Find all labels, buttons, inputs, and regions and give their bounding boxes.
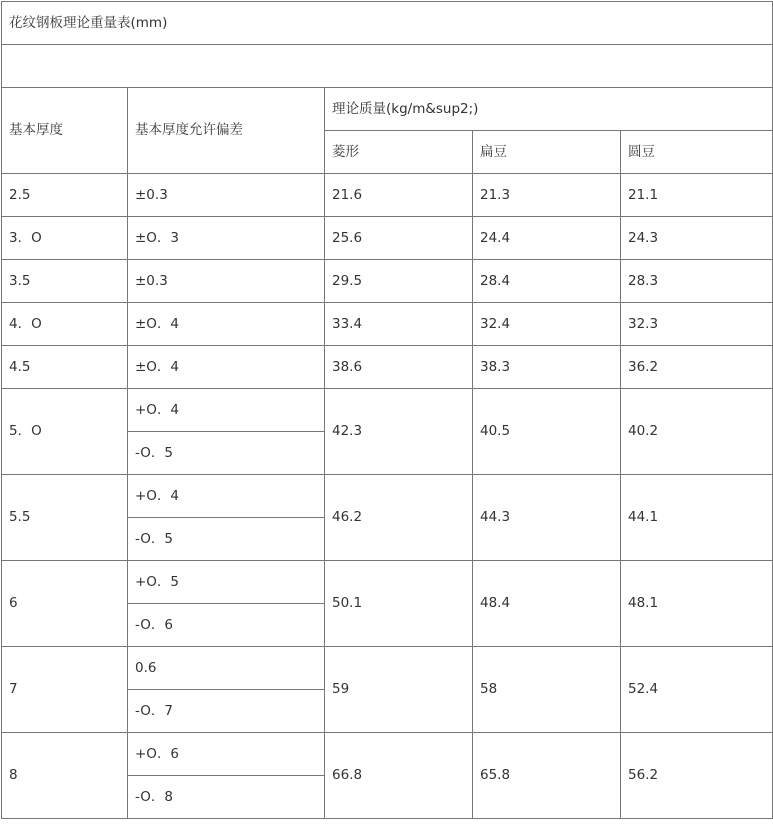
lentil-cell: 21.3 — [473, 174, 621, 217]
round-cell: 40.2 — [621, 389, 773, 475]
thickness-cell: 5.5 — [2, 475, 128, 561]
diamond-cell: 59 — [325, 647, 473, 733]
steel-plate-weight-table — [1, 1, 773, 819]
table-row — [2, 303, 773, 346]
tolerance-upper-cell: +O．5 — [128, 561, 325, 604]
diamond-cell: 33.4 — [325, 303, 473, 346]
tolerance-upper-cell: +O．4 — [128, 475, 325, 518]
table-row — [2, 561, 773, 604]
tolerance-lower-cell: -O．8 — [128, 776, 325, 819]
tolerance-lower-cell: -O．7 — [128, 690, 325, 733]
table-row — [2, 475, 773, 518]
round-cell: 28.3 — [621, 260, 773, 303]
header-diamond: 菱形 — [325, 131, 473, 174]
header-tolerance: 基本厚度允许偏差 — [128, 88, 325, 174]
tolerance-upper-cell: 0.6 — [128, 647, 325, 690]
tolerance-cell: ±O．3 — [128, 217, 325, 260]
diamond-cell: 66.8 — [325, 733, 473, 819]
round-cell: 44.1 — [621, 475, 773, 561]
tolerance-lower-cell: -O．6 — [128, 604, 325, 647]
lentil-cell: 58 — [473, 647, 621, 733]
thickness-cell: 2.5 — [2, 174, 128, 217]
title-row — [2, 2, 773, 45]
diamond-cell: 29.5 — [325, 260, 473, 303]
empty-cell — [2, 45, 773, 88]
header-row-1 — [2, 88, 773, 131]
thickness-cell: 3．O — [2, 217, 128, 260]
header-lentil: 扁豆 — [473, 131, 621, 174]
table-row — [2, 260, 773, 303]
tolerance-cell: ±0.3 — [128, 174, 325, 217]
diamond-cell: 25.6 — [325, 217, 473, 260]
table-row — [2, 647, 773, 690]
round-cell: 21.1 — [621, 174, 773, 217]
tolerance-lower-cell: -O．5 — [128, 518, 325, 561]
tolerance-upper-cell: +O．4 — [128, 389, 325, 432]
round-cell: 36.2 — [621, 346, 773, 389]
round-cell: 24.3 — [621, 217, 773, 260]
tolerance-cell: ±O．4 — [128, 303, 325, 346]
empty-row — [2, 45, 773, 88]
thickness-cell: 4．O — [2, 303, 128, 346]
lentil-cell: 24.4 — [473, 217, 621, 260]
table-title: 花纹钢板理论重量表(mm) — [2, 2, 773, 45]
lentil-cell: 48.4 — [473, 561, 621, 647]
thickness-cell: 6 — [2, 561, 128, 647]
header-round: 圆豆 — [621, 131, 773, 174]
diamond-cell: 38.6 — [325, 346, 473, 389]
table-row — [2, 389, 773, 432]
thickness-cell: 3.5 — [2, 260, 128, 303]
thickness-cell: 8 — [2, 733, 128, 819]
lentil-cell: 44.3 — [473, 475, 621, 561]
round-cell: 32.3 — [621, 303, 773, 346]
thickness-cell: 4.5 — [2, 346, 128, 389]
lentil-cell: 40.5 — [473, 389, 621, 475]
tolerance-lower-cell: -O．5 — [128, 432, 325, 475]
diamond-cell: 46.2 — [325, 475, 473, 561]
round-cell: 48.1 — [621, 561, 773, 647]
header-thickness: 基本厚度 — [2, 88, 128, 174]
tolerance-cell: ±O．4 — [128, 346, 325, 389]
tolerance-upper-cell: +O．6 — [128, 733, 325, 776]
diamond-cell: 50.1 — [325, 561, 473, 647]
table-row — [2, 346, 773, 389]
lentil-cell: 28.4 — [473, 260, 621, 303]
round-cell: 56.2 — [621, 733, 773, 819]
thickness-cell: 7 — [2, 647, 128, 733]
table-row — [2, 174, 773, 217]
lentil-cell: 32.4 — [473, 303, 621, 346]
diamond-cell: 21.6 — [325, 174, 473, 217]
tolerance-cell: ±0.3 — [128, 260, 325, 303]
round-cell: 52.4 — [621, 647, 773, 733]
header-mass: 理论质量(kg/m&sup2;) — [325, 88, 773, 131]
lentil-cell: 65.8 — [473, 733, 621, 819]
diamond-cell: 42.3 — [325, 389, 473, 475]
lentil-cell: 38.3 — [473, 346, 621, 389]
table-row — [2, 217, 773, 260]
table-row — [2, 733, 773, 776]
thickness-cell: 5．O — [2, 389, 128, 475]
